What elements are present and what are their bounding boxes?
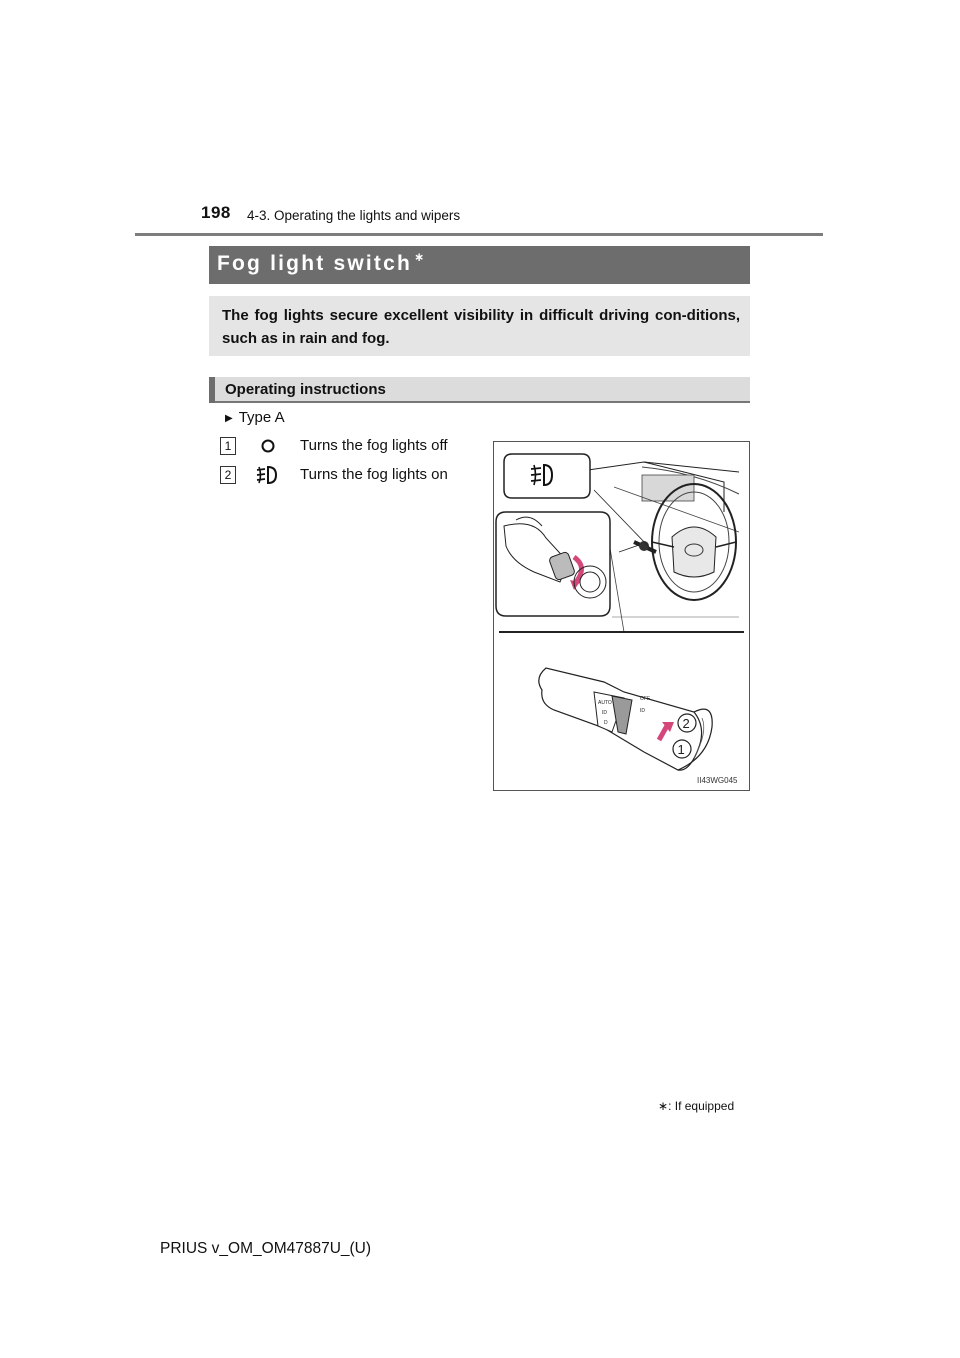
intro-text: The fog lights secure excellent visibility in difficult driving con-ditions, such as in rain and fog. — [222, 307, 740, 347]
callout-1: 1 — [677, 742, 685, 757]
footnote-marker: ∗ — [658, 1099, 669, 1113]
footnote-text: : If equipped — [668, 1099, 735, 1113]
item-text-2: Turns the fog lights on — [300, 466, 448, 483]
figure-code: II43WG045 — [697, 776, 738, 785]
section-title: Fog light switch ∗ — [217, 250, 425, 275]
asterisk-marker: ∗ — [414, 250, 425, 264]
svg-text:ID: ID — [602, 710, 607, 716]
callout-2: 2 — [682, 716, 690, 731]
subsection-accent — [209, 377, 215, 403]
page-number: 198 — [201, 203, 231, 222]
figure-illustration — [493, 441, 750, 791]
item-number-2: 2 — [220, 466, 236, 484]
footer-model-code: PRIUS v_OM_OM47887U_(U) — [160, 1240, 372, 1257]
subsection-heading-bar — [209, 377, 750, 403]
svg-text:OFF: OFF — [640, 696, 650, 702]
fog-off-icon — [260, 437, 276, 455]
triangle-bullet-icon: ▶ — [225, 413, 233, 424]
intro-box — [209, 296, 750, 356]
footnote — [658, 1099, 734, 1113]
fog-switch-illustration — [494, 442, 749, 790]
type-label-line — [225, 409, 285, 426]
svg-text:D: D — [604, 720, 608, 726]
item-text-1: Turns the fog lights off — [300, 437, 448, 454]
front-fog-light-icon — [254, 464, 280, 486]
header-rule — [135, 233, 823, 236]
section-title-bar — [209, 246, 750, 284]
item-number-1: 1 — [220, 437, 236, 455]
subsection-heading: Operating instructions — [225, 381, 386, 398]
svg-text:AUTO: AUTO — [598, 700, 612, 706]
svg-text:ID: ID — [640, 708, 645, 714]
type-label: Type A — [238, 409, 285, 426]
chapter-title: 4-3. Operating the lights and wipers — [247, 208, 461, 223]
